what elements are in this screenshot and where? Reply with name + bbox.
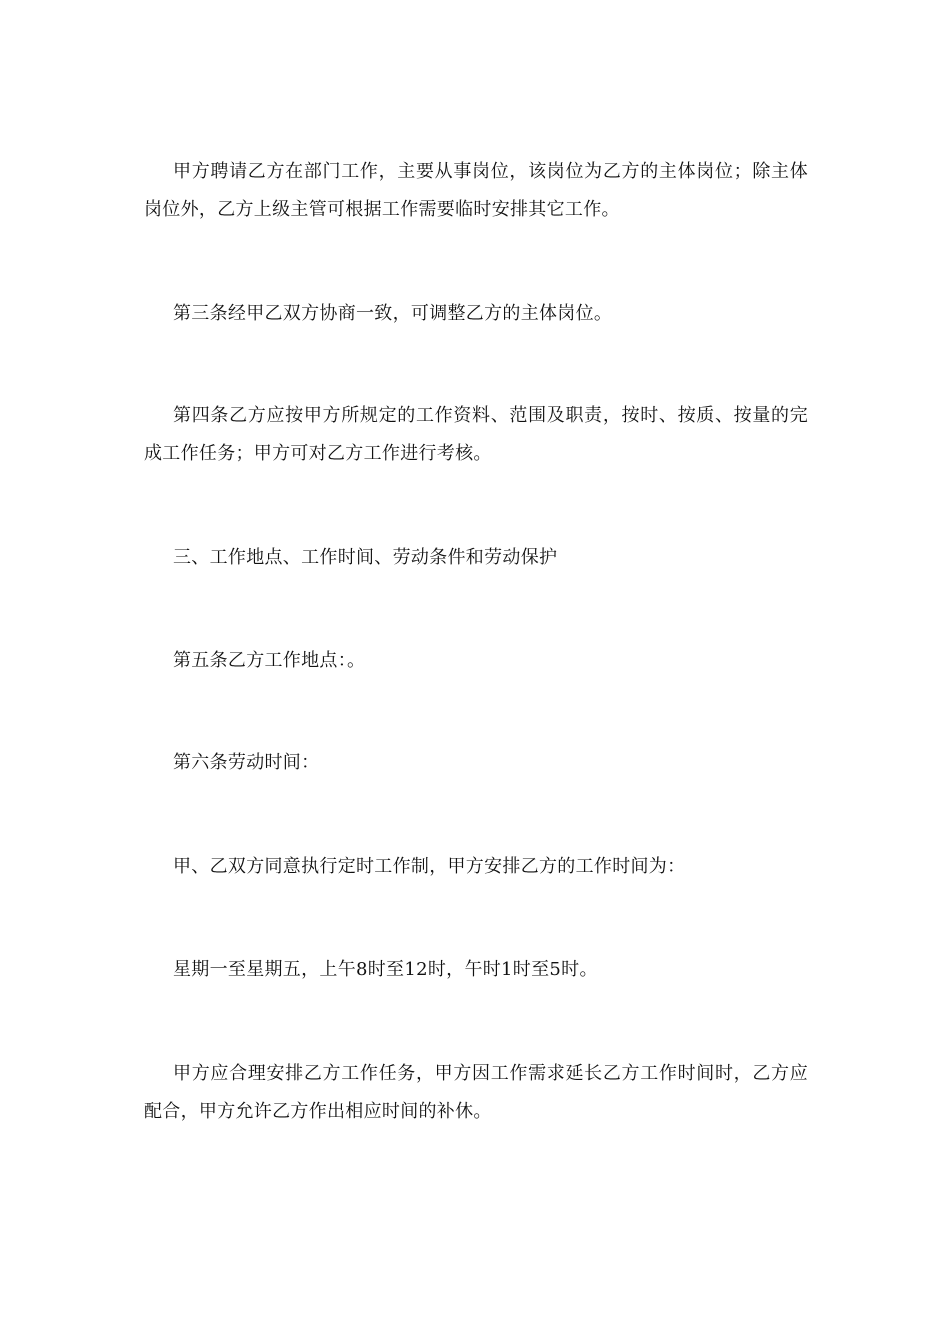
paragraph-work-hours: 星期一至星期五，上午8时至12时，午时1时至5时。 <box>173 959 598 980</box>
paragraph-article-6: 第六条劳动时间： <box>173 752 320 773</box>
paragraph-article-3: 第三条经甲乙双方协商一致，可调整乙方的主体岗位。 <box>173 303 613 324</box>
paragraph-article-5: 第五条乙方工作地点：。 <box>173 650 366 671</box>
paragraph-article-4: 第四条乙方应按甲方所规定的工作资料、范围及职责，按时、按质、按量的完成工作任务；甲方可对乙方工作进行考核。 <box>144 405 808 464</box>
paragraph-overtime: 甲方应合理安排乙方工作任务，甲方因工作需求延长乙方工作时间时，乙方应配合，甲方允许乙方作出相应时间的补休。 <box>144 1063 808 1122</box>
paragraph-work-system: 甲、乙双方同意执行定时工作制，甲方安排乙方的工作时间为： <box>173 856 686 877</box>
section-heading-work-conditions: 三、工作地点、工作时间、劳动条件和劳动保护 <box>173 547 558 568</box>
paragraph-job-position: 甲方聘请乙方在部门工作，主要从事岗位，该岗位为乙方的主体岗位；除主体岗位外，乙方上级主管可根据工作需要临时安排其它工作。 <box>144 161 808 220</box>
